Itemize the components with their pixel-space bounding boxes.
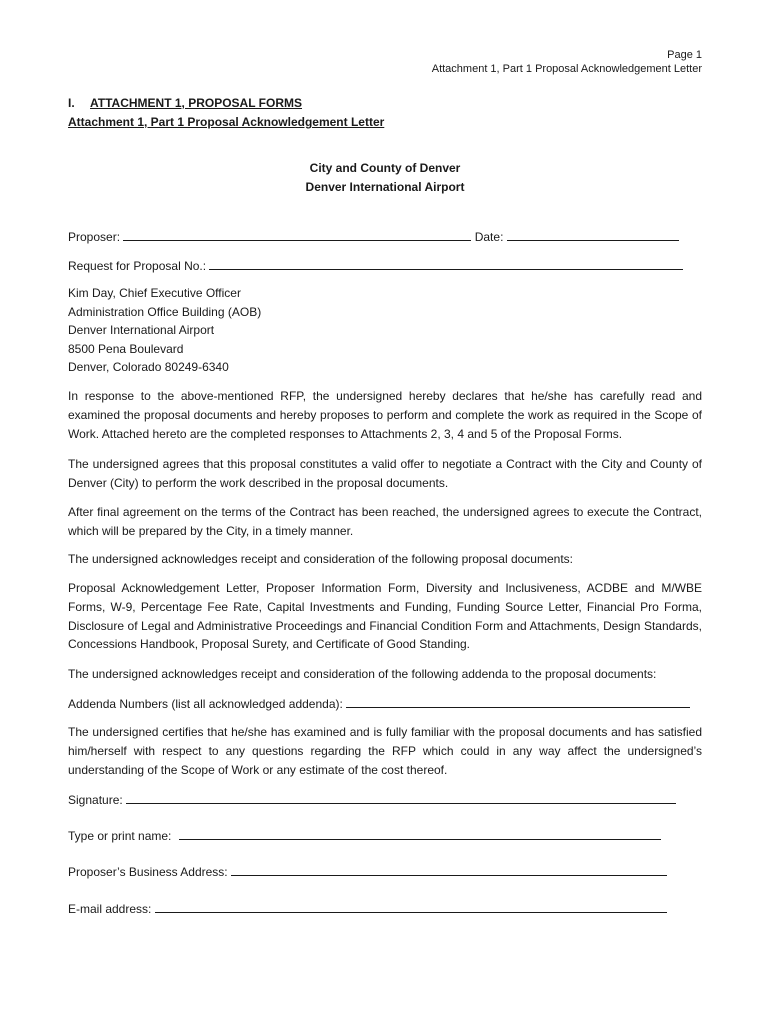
org-airport: Denver International Airport bbox=[305, 180, 465, 194]
date-label: Date: bbox=[474, 230, 504, 244]
signature-row bbox=[68, 792, 676, 807]
proposer-label: Proposer: bbox=[68, 230, 121, 244]
paragraph-documents-intro: The undersigned acknowledges receipt and consideration of the following proposal documents: bbox=[68, 552, 573, 566]
email-label: E-mail address: bbox=[68, 902, 152, 916]
business-address-field[interactable] bbox=[231, 864, 667, 876]
name-field[interactable] bbox=[179, 828, 661, 840]
signature-field[interactable] bbox=[126, 792, 676, 804]
recipient-address bbox=[68, 286, 261, 379]
business-address-label: Proposer’s Business Address: bbox=[68, 865, 228, 879]
paragraph-documents-list: Proposal Acknowledgement Letter, Proposer Information Form, Diversity and Inclusiveness, ACDBE and M/WBE Forms, W-9, Percentage Fee Rate, Capital Investments and Funding, Funding Source Letter, Financial Pro Forma, Disclosure of Legal and Administrative Proceedings and Financial Condition Form and Attachments, Design Standards, Concessions Handbook, Proposal Surety, and Certificate of Good Standing. bbox=[68, 581, 702, 652]
email-row bbox=[68, 901, 667, 916]
recipient-line: Denver International Airport bbox=[68, 323, 215, 338]
proposer-field[interactable] bbox=[123, 229, 471, 241]
recipient-line: 8500 Pena Boulevard bbox=[68, 341, 184, 356]
addenda-field[interactable] bbox=[346, 696, 690, 708]
paragraph-offer: The undersigned agrees that this proposal constitutes a valid offer to negotiate a Contract with the City and County of Denver (City) to perform the work described in the proposal documents. bbox=[68, 457, 702, 490]
email-field[interactable] bbox=[155, 901, 667, 913]
paragraph-certification: The undersigned certifies that he/she has examined and is fully familiar with the proposal documents and has satisfied him/herself with respect to any questions regarding the RFP which could in any way affect the undersigned’s understanding of the Scope of Work or any estimate of the cost thereof. bbox=[68, 725, 702, 777]
org-name: City and County of Denver bbox=[309, 161, 461, 175]
rfp-number-field[interactable] bbox=[209, 258, 683, 270]
date-field[interactable] bbox=[507, 229, 679, 241]
addenda-label: Addenda Numbers (list all acknowledged addenda): bbox=[68, 697, 343, 711]
recipient-line: Administration Office Building (AOB) bbox=[68, 304, 262, 319]
addenda-row bbox=[68, 696, 690, 711]
page-header bbox=[432, 48, 702, 76]
proposer-row bbox=[68, 229, 679, 244]
business-address-row bbox=[68, 864, 667, 879]
page-number: Page 1 bbox=[667, 49, 702, 61]
name-label: Type or print name: bbox=[68, 829, 172, 843]
header-subtitle: Attachment 1, Part 1 Proposal Acknowledgement Letter bbox=[431, 63, 702, 75]
section-number: I. bbox=[68, 96, 75, 110]
section-title: ATTACHMENT 1, PROPOSAL FORMS bbox=[90, 96, 303, 110]
section-subtitle: Attachment 1, Part 1 Proposal Acknowledgement Letter bbox=[68, 115, 385, 129]
name-row bbox=[68, 828, 661, 843]
paragraph-agreement: After final agreement on the terms of the Contract has been reached, the undersigned agrees to execute the Contract, which will be prepared by the City, in a timely manner. bbox=[68, 505, 702, 538]
recipient-line: Denver, Colorado 80249-6340 bbox=[68, 360, 229, 375]
recipient-line: Kim Day, Chief Executive Officer bbox=[68, 286, 241, 300]
signature-label: Signature: bbox=[68, 793, 123, 807]
rfp-row bbox=[68, 258, 683, 273]
paragraph-response: In response to the above-mentioned RFP, the undersigned hereby declares that he/she has carefully read and examined the proposal documents and hereby proposes to perform and complete the work as required in the Scope of Work. Attached hereto are the completed responses to Attachments 2, 3, 4 and 5 of the Proposal Forms. bbox=[68, 389, 702, 441]
paragraph-addenda-intro: The undersigned acknowledges receipt and consideration of the following addenda to the proposal documents: bbox=[68, 667, 657, 681]
rfp-label: Request for Proposal No.: bbox=[68, 259, 207, 273]
section-heading bbox=[68, 96, 302, 110]
